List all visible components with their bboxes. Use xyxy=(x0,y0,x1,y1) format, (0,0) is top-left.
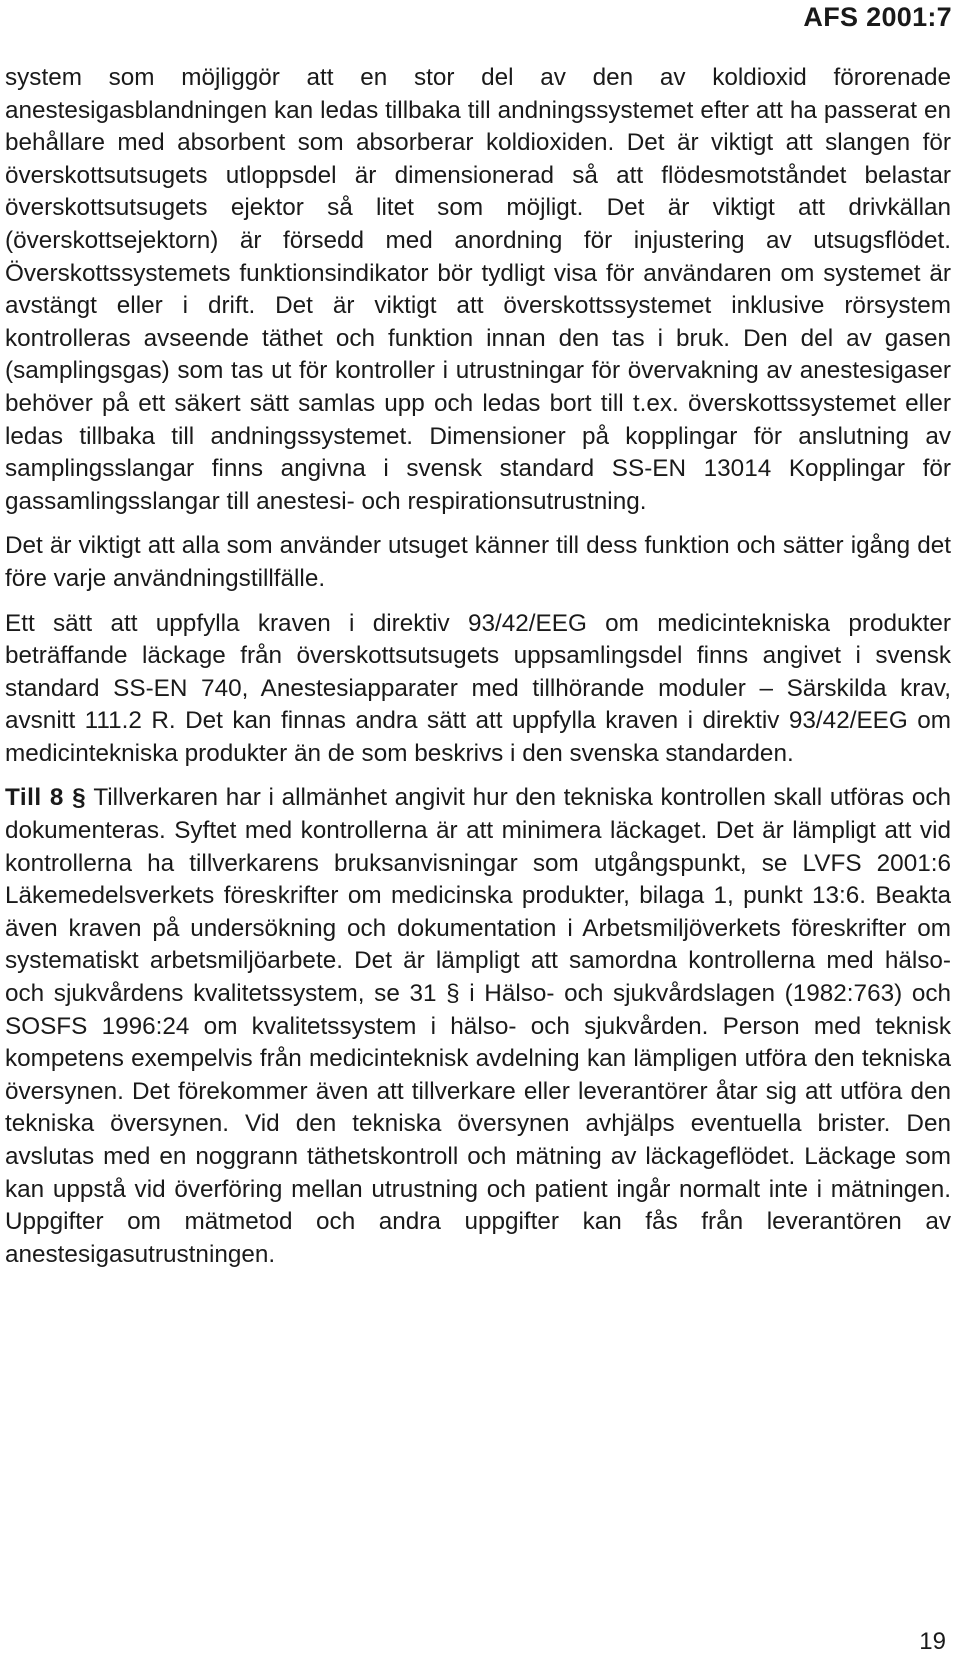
paragraph xyxy=(5,608,951,771)
page-number: 19 xyxy=(919,1628,946,1655)
paragraph-text: Ett sätt att uppfylla kraven i direktiv 93/42/EEG om medicintekniska produkter beträffande läckage från överskottsutsugets uppsamlingsdel finns angivet i svensk standard SS-EN 740, Anestesiapparater med tillhörande moduler – Särskilda krav, avsnitt 111.2 R. Det kan finnas andra sätt att uppfylla kraven i direktiv 93/42/EEG om medicintekniska produkter än de som beskrivs i den svenska standarden. xyxy=(5,609,951,767)
paragraph-text: Tillverkaren har i allmänhet angivit hur den tekniska kontrollen skall utföras och dokumenteras. Syftet med kontrollerna är att minimera läckaget. Det är lämpligt att vid kontrollerna ha tillverkarens bruksanvisningar som utgångspunkt, se LVFS 2001:6 Läkemedelsverkets föreskrifter om medicinska produkter, bilaga 1, punkt 13:6. Beakta även kraven på undersökning och dokumentation i Arbetsmiljöverkets föreskrifter om systematiskt arbetsmiljöarbete. Det är lämpligt att samordna kontrollerna med hälso- och sjukvårdens kvalitetssystem, se 31 § i Hälso- och sjukvårdslagen (1982:763) och SOSFS 1996:24 om kvalitetssystem i hälso- och sjukvården. Person med teknisk kompetens exempelvis från medicinteknisk avdelning kan lämpligen utföra den tekniska översynen. Det förekommer även att tillverkare eller leverantörer åtar sig att utföra den tekniska översynen. Vid den tekniska översynen avhjälps eventuella brister. Den avslutas med en noggrann täthetskontroll och mätning av läckageflödet. Läckage som kan uppstå vid överföring mellan utrustning och patient ingår normalt inte i mätningen. Uppgifter om mätmetod och andra uppgifter kan fås från leverantören av anestesigasutrustningen. xyxy=(5,784,951,1268)
paragraph-text: system som möjliggör att en stor del av den av koldioxid förorenade anestesigasblandningen kan ledas tillbaka till andningssystemet efter att ha passerat en behållare med absorbent som absorberar koldioxiden. Det är viktigt att slangen för överskottsutsugets utloppsdel är dimensionerad så att flödesmotståndet belastar överskottsutsugets ejektor så litet som möjligt. Det är viktigt att drivkällan (överskottsejektorn) är försedd med anordning för injustering av utsugsflödet. Överskottssystemets funktionsindikator bör tydligt visa för användaren om systemet är avstängt eller i drift. Det är viktigt att överskottssystemet inklusive rörsystem kontrolleras avseende täthet och funktion innan den tas i bruk. Den del av gasen (samplingsgas) som tas ut för kontroller i utrustningar för övervakning av anestesigaser behöver på ett säkert sätt samlas upp och ledas bort till t.ex. överskottssystemet eller ledas tillbaka till andningssystemet. Dimensioner på kopplingar för anslutning av samplingsslangar finns angivna i svensk standard SS-EN 13014 Kopplingar för gassamlingsslangar till anestesi- och respirationsutrustning. xyxy=(5,64,951,515)
document-code: AFS 2001:7 xyxy=(803,2,952,32)
paragraph-till-8 xyxy=(5,782,951,1271)
paragraph-text: Det är viktigt att alla som använder utsuget känner till dess funktion och sätter igång det före varje användningstillfälle. xyxy=(5,532,951,592)
document-body xyxy=(5,62,951,1283)
section-reference: Till 8 § xyxy=(5,784,87,812)
paragraph xyxy=(5,62,951,518)
paragraph xyxy=(5,530,951,595)
